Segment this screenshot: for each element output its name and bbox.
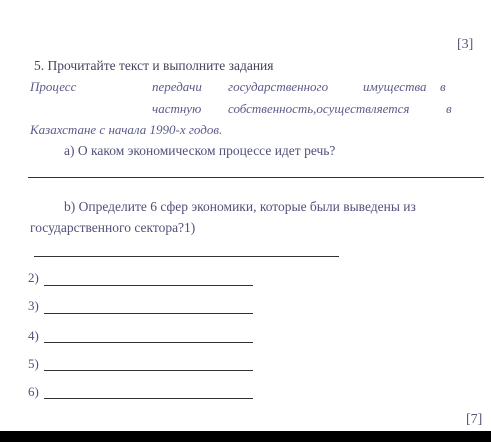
passage-word: имущества [363, 79, 427, 94]
answer-number: 3) [28, 298, 39, 313]
answer-line-b1[interactable] [34, 256, 339, 257]
marks-top: [3] [457, 37, 474, 52]
passage-word: в [440, 79, 446, 94]
answer-line[interactable] [44, 398, 253, 399]
answer-number: 4) [28, 328, 39, 343]
answer-line-a[interactable] [28, 177, 484, 178]
question-b: b) Определите 6 сфер экономики, которые были выведены из [64, 199, 416, 214]
question-a: а) О каком экономическом процессе идет речь? [64, 143, 336, 158]
passage-word: частную [152, 101, 202, 116]
answer-line[interactable] [44, 342, 253, 343]
answer-line[interactable] [44, 313, 253, 314]
question-b-continued: государственного сектора?1) [30, 220, 196, 235]
passage-line: Казахстане с начала 1990-х годов. [30, 122, 223, 137]
passage-word: в [446, 101, 452, 116]
answer-line[interactable] [44, 285, 253, 286]
answer-number: 6) [28, 384, 39, 399]
passage-word: государственного [228, 79, 329, 94]
answer-line[interactable] [44, 370, 253, 371]
passage-word: Процесс [30, 79, 77, 94]
marks-bottom: [7] [466, 412, 483, 427]
answer-number: 2) [28, 270, 39, 285]
task-heading: 5. Прочитайте текст и выполните задания [34, 58, 274, 73]
passage-word: собственность,осуществляется [228, 101, 410, 116]
bottom-black-bar [0, 431, 491, 442]
passage-word: передачи [152, 79, 202, 94]
answer-number: 5) [28, 356, 39, 371]
